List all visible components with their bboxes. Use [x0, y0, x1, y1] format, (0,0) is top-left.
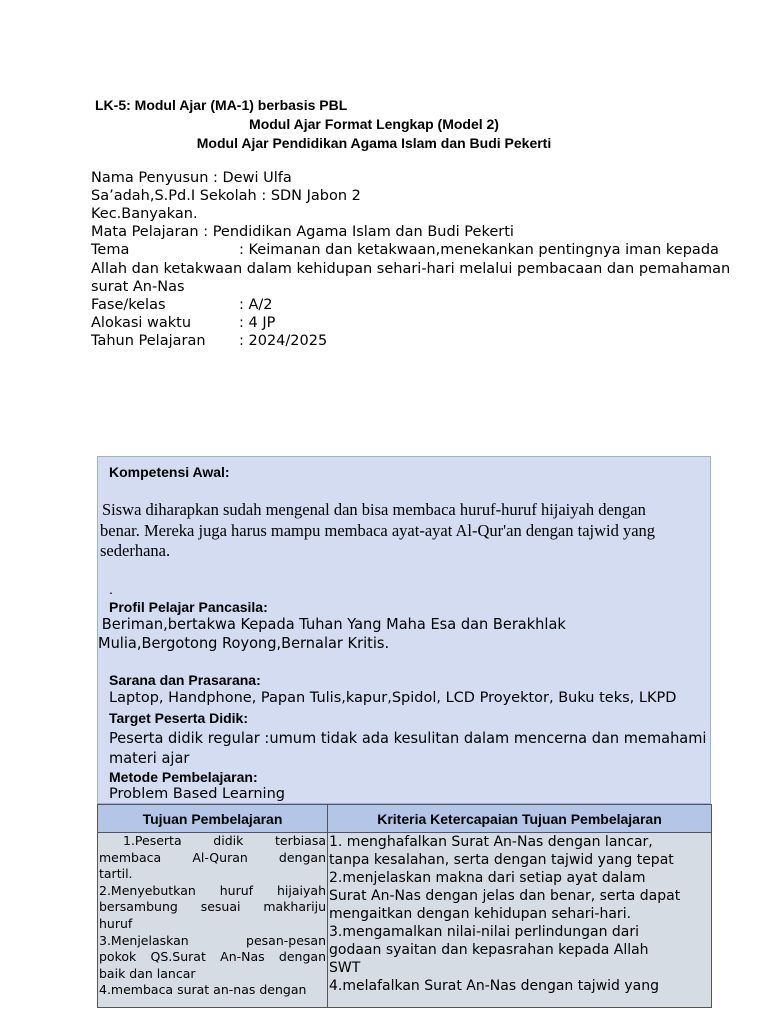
kompetensi-heading: Kompetensi Awal:: [109, 464, 230, 480]
objective-line: baik dan lancar: [99, 965, 196, 981]
criteria-line: 3.mengamalkan nilai-nilai perlindungan dari: [329, 924, 640, 940]
objectives-list: [98, 833, 327, 999]
academic-year-value: : 2024/2025: [239, 333, 328, 349]
phase-label: Fase/kelas: [91, 297, 166, 313]
criteria-cell: [328, 833, 712, 1008]
competency-box: [97, 456, 711, 804]
identity-time-allocation: [91, 314, 275, 332]
objective-line: 3.Menjelaskan pesan-pesan: [99, 932, 326, 948]
kompetensi-line-1: Siswa diharapkan sudah mengenal dan bisa membaca huruf-huruf hijaiyah dengan: [102, 500, 646, 519]
identity-phase: [91, 296, 273, 314]
criteria-line: 4.melafalkan Surat An-Nas dengan tajwid yang: [329, 978, 659, 994]
objective-line: pokok QS.Surat An-Nas dengan: [99, 949, 326, 965]
criteria-line: 2.menjelaskan makna dari setiap ayat dalam: [329, 870, 646, 886]
metode-heading: Metode Pembelajaran:: [109, 769, 258, 785]
profil-line-2: Mulia,Bergotong Royong,Bernalar Kritis.: [98, 634, 390, 652]
time-allocation-label: Alokasi waktu: [91, 315, 192, 331]
criteria-line: tanpa kesalahan, serta dengan tajwid yang tepat: [329, 852, 674, 868]
identity-theme: [91, 241, 719, 259]
identity-author: Nama Penyusun : Dewi Ulfa: [91, 170, 292, 186]
objective-line: 2.Menyebutkan huruf hijaiyah: [99, 882, 326, 898]
document-title-line-2: Modul Ajar Format Lengkap (Model 2): [249, 116, 499, 132]
criteria-line: SWT: [329, 960, 361, 976]
identity-school: Sa’adah,S.Pd.I Sekolah : SDN Jabon 2: [91, 188, 361, 204]
target-text: [109, 728, 706, 768]
identity-district: Kec.Banyakan.: [91, 206, 198, 222]
sarana-text: Laptop, Handphone, Papan Tulis,kapur,Spidol, LCD Proyektor, Buku teks, LKPD: [109, 690, 677, 706]
col-header-criteria: Kriteria Ketercapaian Tujuan Pembelajaran: [328, 805, 712, 833]
identity-theme-cont-2: surat An-Nas: [91, 279, 185, 295]
objective-line: bersambung sesuai makhariju: [99, 899, 326, 915]
kompetensi-line-2: benar. Mereka juga harus mampu membaca ayat-ayat Al-Qur'an dengan tajwid yang: [100, 520, 656, 540]
metode-text: Problem Based Learning: [109, 786, 285, 802]
phase-value: : A/2: [239, 297, 273, 313]
kompetensi-line-3: sederhana.: [100, 541, 171, 560]
profil-heading: Profil Pelajar Pancasila:: [109, 599, 268, 615]
criteria-line: mengaitkan dengan kehidupan sehari-hari.: [329, 906, 632, 922]
document-title-line-3: Modul Ajar Pendidikan Agama Islam dan Budi Pekerti: [196, 135, 552, 151]
stray-dot: .: [109, 581, 113, 597]
table-row: [98, 833, 712, 1008]
identity-academic-year: [91, 332, 327, 350]
profil-text: [98, 615, 566, 653]
theme-value: : Keimanan dan ketakwaan,menekankan pentingnya iman kepada: [239, 242, 719, 258]
learning-objectives-table: [97, 804, 712, 1008]
kompetensi-text: [98, 500, 655, 562]
objective-line: tartil.: [99, 866, 133, 882]
time-allocation-value: : 4 JP: [239, 315, 276, 331]
sarana-heading: Sarana dan Prasarana:: [109, 672, 261, 688]
identity-theme-cont-1: Allah dan ketakwaan dalam kehidupan sehari-hari melalui pembacaan dan pemahaman: [91, 261, 731, 277]
criteria-list: [328, 833, 711, 995]
objective-line: 4.membaca surat an-nas dengan: [99, 982, 307, 998]
academic-year-label: Tahun Pelajaran: [91, 333, 206, 349]
document-title-line-1: LK-5: Modul Ajar (MA-1) berbasis PBL: [95, 97, 348, 113]
objective-line: huruf: [99, 915, 133, 931]
table-header-row: [98, 805, 712, 833]
target-line-1: Peserta didik regular :umum tidak ada kesulitan dalam mencerna dan memahami: [109, 729, 707, 747]
objective-line: membaca Al-Quran dengan: [99, 849, 326, 865]
profil-line-1: Beriman,bertakwa Kepada Tuhan Yang Maha Esa dan Berakhlak: [101, 615, 566, 633]
target-line-2: materi ajar: [109, 749, 190, 767]
col-header-objectives: Tujuan Pembelajaran: [98, 805, 328, 833]
target-heading: Target Peserta Didik:: [109, 710, 249, 726]
criteria-line: 1. menghafalkan Surat An-Nas dengan lancar,: [329, 834, 653, 850]
objective-line: 1.Peserta didik terbiasa: [123, 833, 326, 848]
identity-subject: Mata Pelajaran : Pendidikan Agama Islam dan Budi Pekerti: [91, 224, 514, 240]
criteria-line: godaan syaitan dan kepasrahan kepada Allah: [329, 942, 649, 958]
criteria-line: Surat An-Nas dengan jelas dan benar, serta dapat: [329, 888, 681, 904]
objectives-cell: [98, 833, 328, 1008]
theme-label: Tema: [91, 242, 130, 258]
